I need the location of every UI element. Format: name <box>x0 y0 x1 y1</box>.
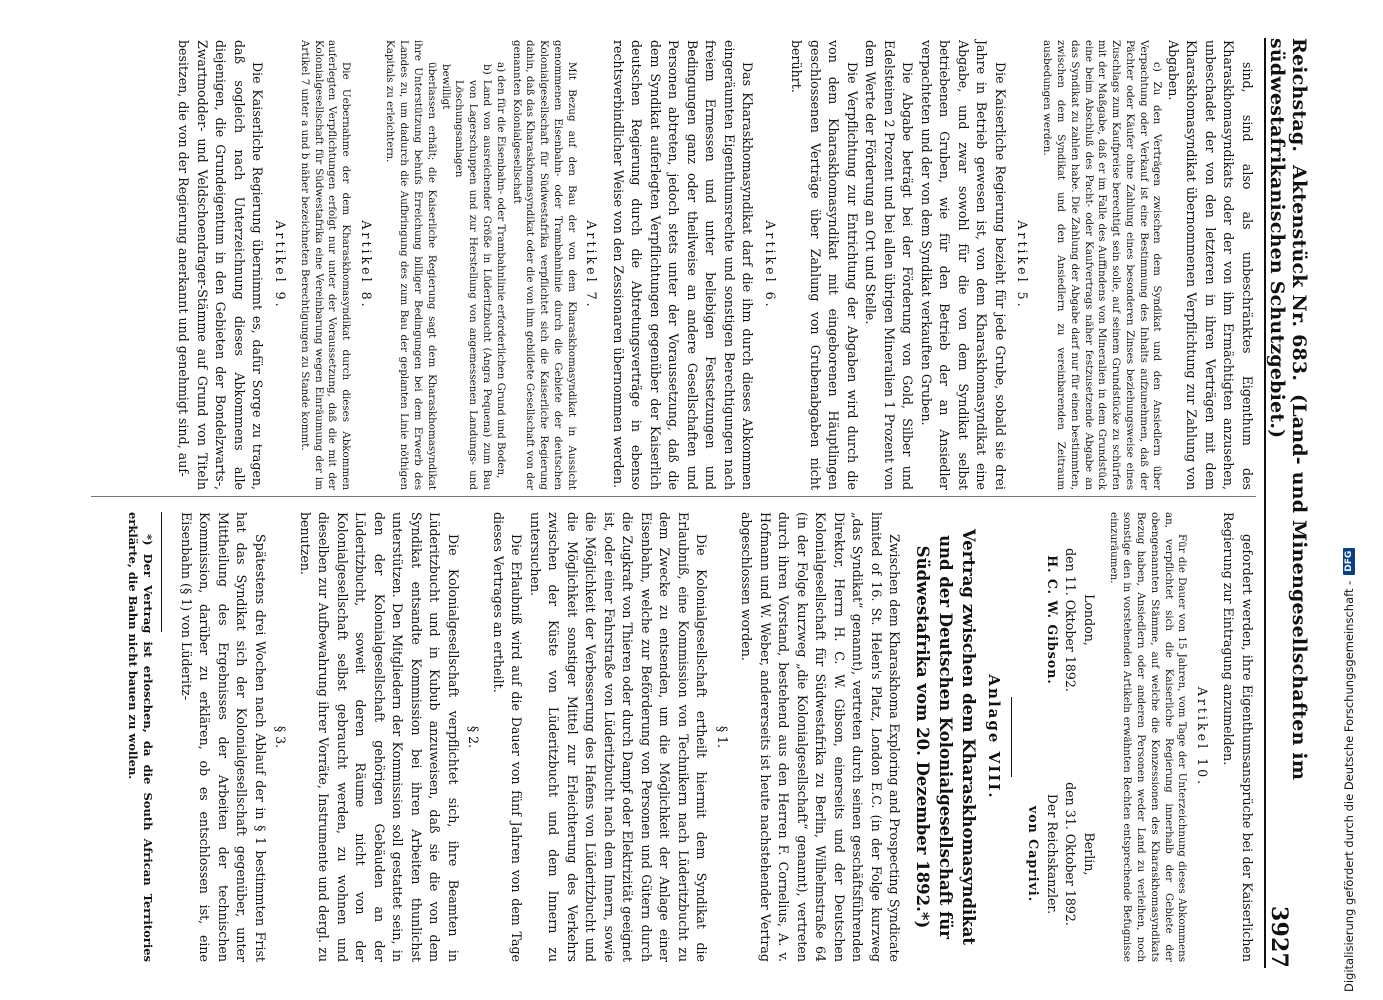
article-7-paragraph: Mit Bezug auf den Bau der von dem Kharaskhomasyndikat in Aussicht genommenen Eisenbahn- oder Trambahnlinie durch die Gebiete der deutschen Kolonialgesellschaft für Südwestafrika verpflichtet sich die Kaiserliche Regierung dahin, daß das Kharaskhomasyndikat oder die von ihm gebildete Gesellschaft von der genannten Kolonialgesellschaft <box>510 40 578 490</box>
page-number: 3927 <box>1266 905 1292 968</box>
left-intro-paragraph: sind, sind also als unbeschränktes Eigenthum des Kharaskhomasyndikats oder der von ihm Ermächtigten anzusehen, unbeschadet der von den letzteren in ihren Verträgen mit dem Kharaskhomasyndikat übernommenen Verpflichtung zur Zahlung von Abgaben. <box>1166 40 1255 490</box>
article-5-paragraph: Die Abgabe beträgt bei der Förderung von Gold, Silber und Edelsteinen 2 Prozent und bei allen übrigen Mineralien 1 Prozent von dem Werte der Förderung an Ort und Stelle. <box>863 40 916 490</box>
article-9-paragraph: Die Kaiserliche Regierung übernimmt es, dafür Sorge zu tragen, daß sogleich nach Unterzeichnung dieses Abkommens alle diejenigen, die Grundeigentum in den Gebieten der Bondelzwarts-, Zwartmodder- und Veldschoendrager-Stämme auf Grund von Titeln besitzen, die von der Regierung anerkannt und genehmigt sind, auf- <box>176 40 266 490</box>
article-5-paragraph: Die Verpflichtung zur Entrichtung der Abgaben wird durch die von dem Kharaskhomasyndikat mit eingeborenen Häuptlingen geschlossenen Verträge über Zahlung von Grubenabgaben nicht berührt. <box>789 40 860 490</box>
digitization-credit <box>1342 548 1356 992</box>
article-7-item-b: b) Land von ausreichender Größe in Lüderitzbucht (Angra Pequena) zum Bau von Lagerschuppen und zur Herstellung von angemessenen Landungs- und Löschungsanlagen <box>453 64 494 490</box>
credit-text: Digitalisierung gefördert durch die Deutsche Forschungsgemeinschaft - <box>1342 580 1356 992</box>
right-column <box>125 512 1256 962</box>
section-2-mark: § 2. <box>466 725 482 749</box>
left-column <box>174 40 1256 490</box>
signature-role: Der Reichskanzler. <box>1044 793 1060 915</box>
running-head-title <box>1266 38 1310 906</box>
section-1-mark: § 1. <box>714 725 730 749</box>
column-divider <box>91 496 1256 497</box>
article-10-title: Artikel 10. <box>1195 686 1210 788</box>
contract-preamble: Zwischen dem Kharaskhoma Exploring and Prospecting Syndicate limited of 16. St. Helen's Platz, London E.C. (in der Folge kurzweg „das Syndikat“ genannt), vertreten durch seinen geschäftsführenden Direktor, Herrn H. C. W. Gibson, einerseits und der Deutschen Kolonialgesellschaft für Südwestafrika zu Berlin, Wilhelmstraße 64 (in der Folge kurzweg „die Kolonialgesellschaft“ genannt), vertreten durch ihren Vorstand, bestehend aus den Herren F. Cornelius, A. v. Hofmann und W. Weber, andererseits ist heute nachstehender Vertrag abgeschlossen worden. <box>739 512 903 962</box>
annex-heading: Anlage VIII. <box>984 674 1003 800</box>
running-head-part-2: Aktenstück Nr. 683. <box>1288 165 1310 382</box>
article-10-paragraph: Für die Dauer von 15 Jahren, vom Tage der Unterzeichnung dieses Abkommens an, verpflichtet sich die Kaiserliche Regierung innerhalb der Gebiete der obengenannten Stämme, auf welche die Konzessionen des Kharaskhomasyndikats Bezug haben, Ansiedlern oder anderen Personen weder Land zu verleihen, noch sonstige den in vorstehenden Artikeln erwähnten Rechten entsprechende Befugnisse einzuräumen. <box>1107 512 1189 962</box>
signature-block <box>1024 512 1098 962</box>
right-intro-paragraph: gefordert werden, ihre Eigenthumsansprüche bei der Kaiserlichen Regierung zur Eintragung anzumelden. <box>1221 512 1255 962</box>
article-5-paragraph: Die Kaiserliche Regierung bezieht für jede Grube, sobald sie drei Jahre in Betrieb gewesen ist, von dem Kharaskhomasyndikat eine Abgabe, und zwar sowohl für die von dem Syndikat selbst betriebenen Gruben, wie für den Betrieb der an Ansiedler verpachteten und der von dem Syndikat verkauften Gruben. <box>918 40 1008 490</box>
running-head <box>1264 38 1310 968</box>
article-7-tail: überlassen erhält; die Kaiserliche Regierung sagt dem Kharaskhomasyndikat ihre Unterstützung behufs Erreichung billiger Bedingungen bei dem Erwerb des Landes zu, um dadurch die Aufbringung des zum Bau der geplanten Linie nöthigen Kapitals zu erleichtern. <box>384 40 438 490</box>
signature-place: Berlin, <box>1081 832 1097 876</box>
signature-london <box>1024 512 1098 728</box>
section-rule <box>1011 697 1012 777</box>
section-2-paragraph: Die Kolonialgesellschaft verpflichtet sich, ihre Beamten in Lüderitzbucht und in Kubub anzuweisen, daß sie die von dem Syndikat entsandte Kommission bei ihren Arbeiten thunlichst unterstützen. Den Mitgliedern der Kommission soll gestattet sein, in den der Kolonialgesellschaft gehörigen Gebäuden an der Lüderitzbucht, soweit deren Räume nicht von der Kolonialgesellschaft selbst gebraucht werden, zu wohnen und dieselben zur Aufbewahrung ihrer Vorräte, Instrumente und dergl. zu benutzen. <box>297 512 461 962</box>
signature-name: H. C. W. Gibson. <box>1044 555 1060 685</box>
section-1-paragraph: Die Kolonialgesellschaft ertheilt hiermit dem Syndikat die Erlaubniß, eine Kommission von Technikern nach Lüderitzbucht zu dem Zwecke zu entsenden, um die Möglichkeit der Anlage einer Eisenbahn, welche zur Beförderung von Personen und Gütern durch die Zugkraft von Thieren oder durch Dampf oder Elektrizität geeignet ist, oder einer Fahrstraße von Lüderitzbucht nach dem Innern, sowie die Möglichkeit der Verbesserung des Hafens von Lüderitzbucht und die Möglichkeit sonstiger Mittel zur Erleichterung des Verkehrs zwischen der Küste von Lüderitzbucht und dem Innern zu untersuchen. <box>527 512 710 962</box>
section-1-paragraph: Die Erlaubniß wird auf die Dauer von fünf Jahren von dem Tage dieses Vertrages an ertheilt. <box>490 512 525 962</box>
article-8-paragraph: Die Uebernahme der dem Kharaskhomasyndikat durch dieses Abkommen auferlegten Verpflichtungen erfolgt nur unter der Voraussetzung, daß die mit der Kolonialgesellschaft für Südwestafrika eine Vereinbarung wegen Einräumung der im Artikel 7 unter a und b näher bezeichneten Berechtigungen zu Stande kommt. <box>298 40 353 490</box>
signature-place: London, <box>1081 594 1097 646</box>
section-3-mark: § 3. <box>273 725 289 749</box>
article-5-title: Artikel 5. <box>1015 220 1031 310</box>
clause-c: c) Zu den Verträgen zwischen dem Syndikat und den Ansiedlern über Verpachtung oder Verkauf ist eine Bestimmung des Inhalts aufzunehmen, daß der Pächter oder Käufer ohne Zahlung eines besonderen Zinses beziehungsweise eines Zuschlags zum Kaufpreise berechtigt sein solle, auf seinem Grundstücke zu schürfen mit der Maßgabe, daß er im Falle des Auffindens von Mineralien in dem Grundstück eine beim Abschluß des Pacht- oder Kaufvertrags näher festzusetzende Abgabe an das Syndikat zu zahlen habe. Die Zahlung der Abgabe darf nur für einen bestimmten, zwischen dem Syndikat und den Ansiedlern zu vereinbarenden Zeitraum ausbedungen werden. <box>1041 40 1164 490</box>
article-6-paragraph: Das Kharaskhomasyndikat darf die ihm durch dieses Abkommen eingeräumten Eigenthumsrechte und sonstigen Berechtigungen nach freiem Ermessen und unter beliebigen Festsetzungen und Bedingungen ganz oder theilweise an andere Gesellschaften und Personen abtreten, jedoch stets unter der Voraussetzung, daß die dem Syndikat auferlegten Verpflichtungen gegenüber der Kaiserlich deutschen Regierung durch die Abtretungsverträge in ebenso rechtsverbindlicher Weise von den Zessionaren übernommen werden. <box>610 40 756 490</box>
section-3-paragraph: Spätestens drei Wochen nach Ablauf der in § 1 bestimmten Frist hat das Syndikat sich der Kolonialgesellschaft gegenüber, unter Mittheilung des Ergebnisses der Arbeiten der technischen Kommission, darüber zu erklären, ob es entschlossen ist, eine Eisenbahn (§ 1) von Lüderitz- <box>178 512 268 962</box>
article-6-title: Artikel 6. <box>762 220 778 310</box>
article-7-title: Artikel 7. <box>584 220 600 310</box>
article-7-item-bewilligt: bewilligt <box>439 64 452 110</box>
footnote: *) Der Vertrag ist erloschen, da die South African Territories erklärte, die Bahn nicht bauen zu wollen. <box>126 512 156 962</box>
signature-date: den 31. Oktober 1892. <box>1063 782 1079 926</box>
scanned-page <box>28 0 1318 1000</box>
running-head-part-1: Reichstag. <box>1288 38 1310 153</box>
footnote-rule <box>161 512 162 632</box>
contract-title: Vertrag zwischen dem Kharaskhomasyndikat und der Deutschen Kolonialgesellschaft für Südwestafrika vom 20. Dezember 1892.*) <box>913 528 979 946</box>
dfg-logo: DFG <box>1343 548 1355 575</box>
running-head-part-3: (Land- und Minengesellschaften im südwestafrikanischen Schutzgebiet.) <box>1266 38 1310 781</box>
article-7-item-a: a) den für die Eisenbahn- oder Trambahnlinie erforderlichen Grund und Boden, <box>494 62 507 479</box>
signature-date: den 11. Oktober 1892. <box>1063 548 1079 692</box>
article-9-title: Artikel 9. <box>272 220 288 310</box>
article-8-title: Artikel 8. <box>358 220 374 310</box>
signature-berlin <box>1024 746 1098 962</box>
signature-name: von Caprivi. <box>1026 805 1042 903</box>
